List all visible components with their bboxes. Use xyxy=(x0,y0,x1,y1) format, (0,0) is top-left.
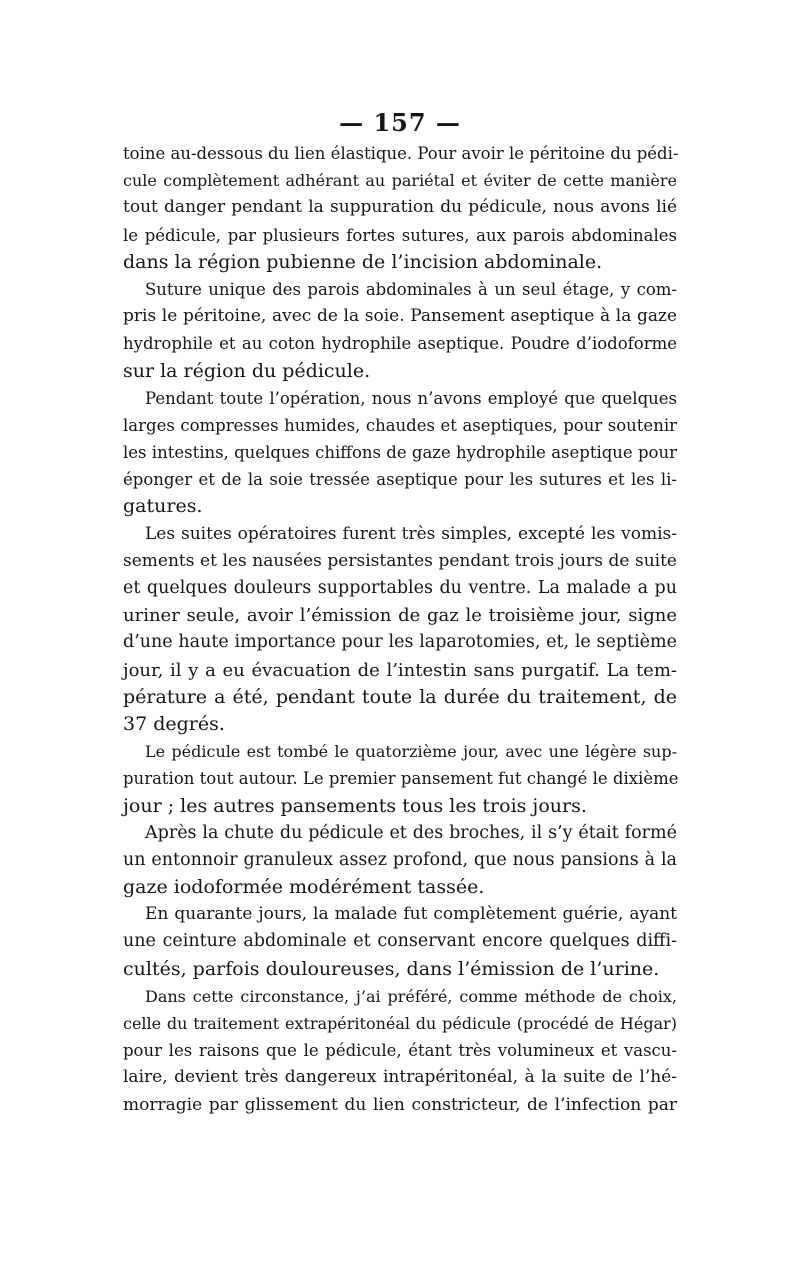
text-line: 37 degrés. xyxy=(123,712,225,735)
text-line: tout danger pendant la suppuration du pédicule, nous avons lié xyxy=(123,197,677,218)
text-line: jour ; les autres pansements tous les trois jours. xyxy=(123,794,587,817)
page-number: — 157 — xyxy=(339,108,461,137)
text-line: uriner seule, avoir l’émission de gaz le troisième jour, signe xyxy=(123,605,677,627)
text-line: morragie par glissement du lien constricteur, de l’infection par xyxy=(123,1094,677,1115)
text-line: toine au-dessous du lien élastique. Pour avoir le péritoine du pédi- xyxy=(123,144,679,163)
text-line: les intestins, quelques chiffons de gaze hydrophile aseptique pour xyxy=(123,443,677,463)
text-line: le pédicule, par plusieurs fortes sutures, aux parois abdominales xyxy=(123,225,677,245)
text-line: pérature a été, pendant toute la durée du traitement, de xyxy=(123,685,677,708)
text-line: jour, il y a eu évacuation de l’intestin sans purgatif. La tem- xyxy=(123,659,677,681)
text-line: Après la chute du pédicule et des broches, il s’y était formé xyxy=(145,822,677,843)
text-line: En quarante jours, la malade fut complètement guérie, ayant xyxy=(145,904,677,925)
text-line: éponger et de la soie tressée aseptique pour les sutures et les li- xyxy=(123,470,677,490)
text-line: pris le péritoine, avec de la soie. Pansement aseptique à la gaze xyxy=(123,306,677,327)
text-line: un entonnoir granuleux assez profond, que nous pansions à la xyxy=(123,849,677,870)
text-line: dans la région pubienne de l’incision abdominale. xyxy=(123,250,603,273)
text-line: gatures. xyxy=(123,495,203,518)
text-line: Dans cette circonstance, j’ai préféré, comme méthode de choix, xyxy=(145,986,677,1006)
text-line: pour les raisons que le pédicule, étant très volumineux et vascu- xyxy=(123,1041,677,1061)
text-line: une ceinture abdominale et conservant encore quelques diffi- xyxy=(123,931,677,952)
text-line: sur la région du pédicule. xyxy=(123,359,371,382)
text-line: Pendant toute l’opération, nous n’avons employé que quelques xyxy=(145,388,677,408)
body-text xyxy=(123,140,677,1119)
text-line: laire, devient très dangereux intrapéritonéal, à la suite de l’hé- xyxy=(123,1067,677,1088)
text-line: puration tout autour. Le premier pansement fut changé le dixième xyxy=(123,769,679,789)
text-line: sements et les nausées persistantes pendant trois jours de suite xyxy=(123,550,677,571)
text-line: gaze iodoformée modérément tassée. xyxy=(123,876,485,899)
text-line: hydrophile et au coton hydrophile aseptique. Poudre d’iodoforme xyxy=(123,334,677,354)
text-line: Les suites opératoires furent très simples, excepté les vomis- xyxy=(145,523,677,544)
text-line: Le pédicule est tombé le quatorzième jour, avec une légère sup- xyxy=(145,742,677,762)
text-line: celle du traitement extrapéritonéal du pédicule (procédé de Hégar) xyxy=(123,1014,677,1033)
text-line: Suture unique des parois abdominales à un seul étage, y com- xyxy=(145,279,677,299)
text-line: cultés, parfois douloureuses, dans l’émission de l’urine. xyxy=(123,957,660,980)
text-line: larges compresses humides, chaudes et aseptiques, pour soutenir xyxy=(123,415,677,435)
text-line: cule complètement adhérant au pariétal et éviter de cette manière xyxy=(123,171,677,191)
text-line: et quelques douleurs supportables du ventre. La malade a pu xyxy=(123,578,677,598)
text-line: d’une haute importance pour les laparotomies, et, le septième xyxy=(123,632,677,653)
